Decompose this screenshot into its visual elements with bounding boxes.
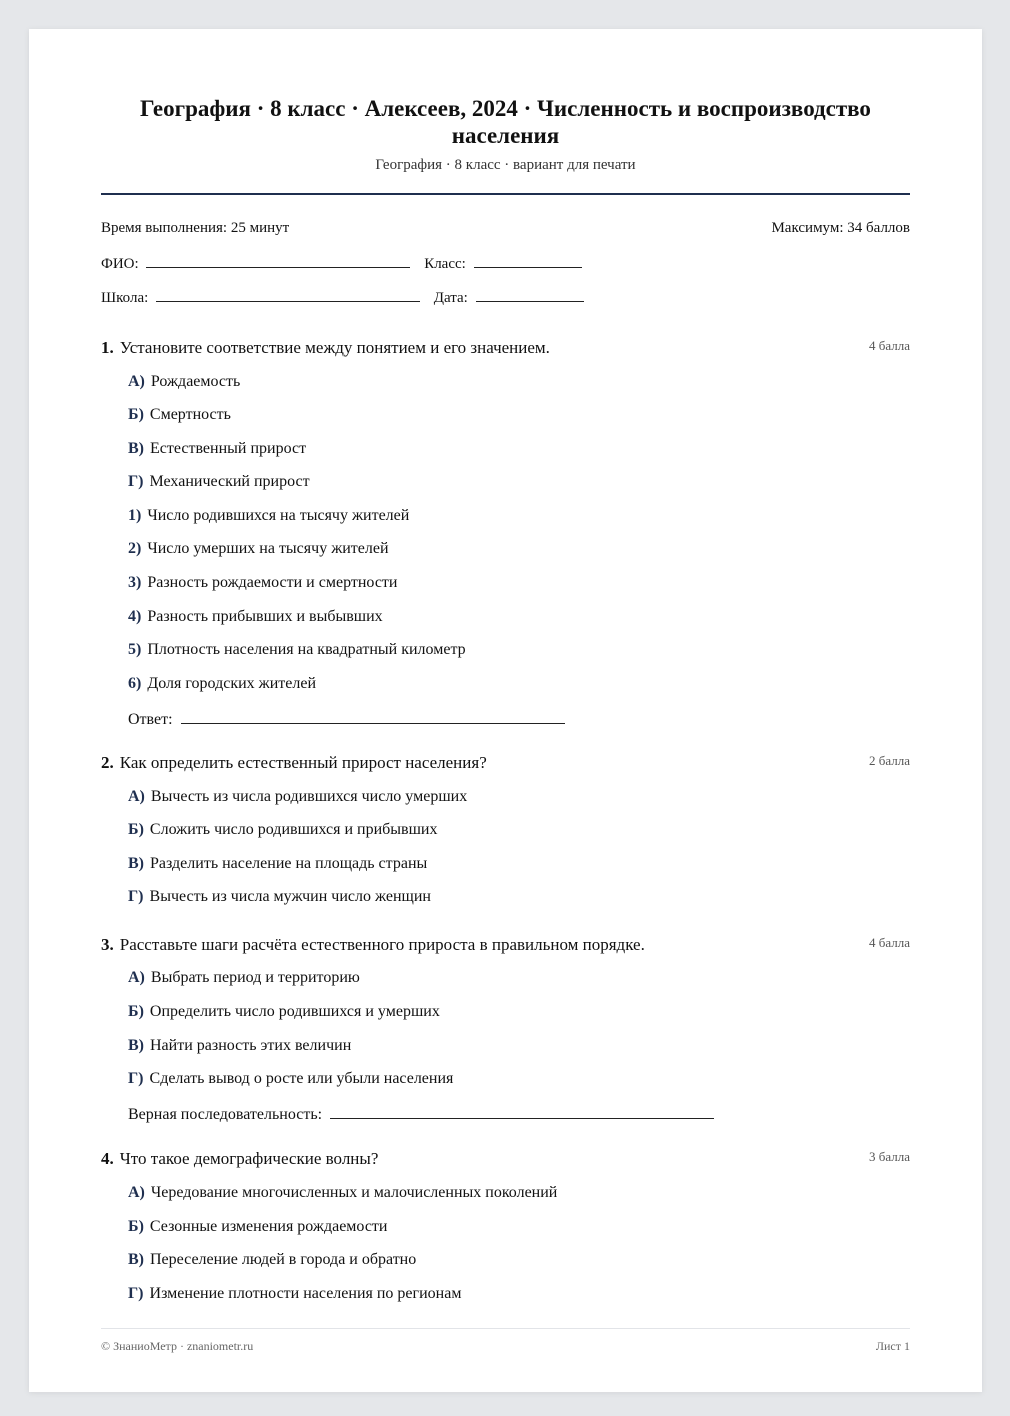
option-label: 4) (128, 608, 142, 625)
question-header (101, 753, 910, 773)
question-number: 2. (101, 753, 114, 772)
option-text: Выбрать период и территорию (150, 969, 360, 986)
option-text: Разность прибывших и выбывших (147, 608, 383, 625)
option-text: Число умерших на тысячу жителей (147, 540, 389, 557)
question-text: Установите соответствие между понятием и его значением. (119, 338, 550, 357)
option-text: Определить число родившихся и умерших (149, 1003, 440, 1020)
question-1 (101, 338, 910, 728)
date-label: Дата: (433, 290, 468, 306)
option (128, 373, 240, 391)
question-text: Расставьте шаги расчёта естественного прироста в правильном порядке. (119, 935, 645, 954)
option-label: Б) (128, 406, 144, 423)
option-text: Смертность (149, 406, 231, 423)
answer-field[interactable] (330, 1104, 714, 1119)
class-field[interactable] (474, 253, 582, 268)
option (128, 855, 427, 873)
answer-row (128, 709, 565, 729)
option-text: Вычесть из числа мужчин число женщин (149, 888, 431, 905)
question-4 (101, 1149, 910, 1302)
option (128, 1218, 387, 1236)
school-field[interactable] (156, 287, 420, 302)
option (128, 1003, 440, 1021)
option-text: Вычесть из числа родившихся число умерших (150, 788, 468, 805)
question-points: 4 балла (869, 338, 910, 353)
answer-field[interactable] (181, 709, 565, 724)
max-score: Максимум: 34 баллов (771, 220, 910, 236)
question-points: 2 балла (869, 753, 910, 768)
school-date-row (101, 287, 910, 307)
question-points: 3 балла (869, 1149, 910, 1164)
option (128, 1037, 351, 1055)
option (128, 1285, 461, 1303)
answer-row (128, 1104, 714, 1124)
question-header (101, 935, 910, 955)
option-text: Переселение людей в города и обратно (150, 1251, 417, 1268)
option-text: Плотность населения на квадратный километр (147, 641, 466, 658)
question-text: Как определить естественный прирост населения? (119, 753, 487, 772)
option-text: Сложить число родившихся и прибывших (149, 821, 438, 838)
option (128, 821, 437, 839)
option (128, 1070, 453, 1088)
option-text: Доля городских жителей (147, 675, 317, 692)
header-divider (101, 193, 910, 195)
question-number: 1. (101, 338, 114, 357)
option (128, 406, 231, 424)
option-label: 3) (128, 574, 142, 591)
option-label: В) (128, 855, 144, 872)
question-number: 3. (101, 935, 114, 954)
option-text: Естественный прирост (150, 440, 307, 457)
option (128, 507, 409, 525)
footer-copyright: © ЗнаниоМетр · znaniometr.ru (101, 1339, 254, 1353)
question-2 (101, 753, 910, 905)
option-text: Механический прирост (149, 473, 310, 490)
question-points: 4 балла (869, 935, 910, 950)
option-label: Б) (128, 1003, 144, 1020)
option-label: А) (128, 969, 145, 986)
option (128, 440, 306, 458)
option-text: Разность рождаемости и смертности (147, 574, 398, 591)
option-label: 1) (128, 507, 142, 524)
option-text: Изменение плотности населения по регионам (149, 1285, 462, 1302)
worksheet-page (29, 29, 982, 1392)
question-number: 4. (101, 1149, 114, 1168)
option-text: Сезонные изменения рождаемости (149, 1218, 388, 1235)
footer-divider (101, 1328, 910, 1329)
option-text: Найти разность этих величин (150, 1037, 352, 1054)
question-header (101, 338, 910, 358)
question-text: Что такое демографические волны? (119, 1149, 379, 1168)
option-label: 5) (128, 641, 142, 658)
option-text: Сделать вывод о росте или убыли населения (149, 1070, 454, 1087)
page-subtitle: География · 8 класс · вариант для печати (375, 157, 636, 173)
school-label: Школа: (101, 290, 149, 306)
option-label: В) (128, 1251, 144, 1268)
option-text: Рождаемость (150, 373, 241, 390)
class-label: Класс: (424, 256, 466, 272)
date-field[interactable] (476, 287, 584, 302)
option-label: Б) (128, 1218, 144, 1235)
name-class-row (101, 253, 910, 273)
option (128, 1251, 416, 1269)
option-text: Число родившихся на тысячу жителей (147, 507, 410, 524)
option (128, 641, 466, 659)
fio-field[interactable] (146, 253, 410, 268)
option (128, 1184, 557, 1202)
option-text: Чередование многочисленных и малочисленных поколений (150, 1184, 558, 1201)
option (128, 473, 310, 491)
option-label: А) (128, 788, 145, 805)
option (128, 574, 397, 592)
option (128, 969, 360, 987)
time-limit: Время выполнения: 25 минут (101, 220, 290, 236)
answer-label: Ответ: (128, 711, 173, 728)
option (128, 788, 467, 806)
page-number: Лист 1 (875, 1339, 910, 1353)
option-label: А) (128, 373, 145, 390)
option-label: 2) (128, 540, 142, 557)
option (128, 888, 431, 906)
page-footer (101, 1339, 910, 1354)
question-3 (101, 935, 910, 1123)
option-label: Г) (128, 1070, 144, 1087)
answer-label: Верная последовательность: (128, 1106, 323, 1123)
option-label: А) (128, 1184, 145, 1201)
option-text: Разделить население на площадь страны (150, 855, 428, 872)
option-label: Б) (128, 821, 144, 838)
page-title: География · 8 класс · Алексеев, 2024 · Численность и воспроизводство населения (140, 96, 871, 148)
option-label: Г) (128, 888, 144, 905)
option-label: В) (128, 440, 144, 457)
time-row (101, 220, 910, 237)
option (128, 608, 383, 626)
question-header (101, 1149, 910, 1169)
option (128, 540, 389, 558)
option (128, 675, 316, 693)
option-label: В) (128, 1037, 144, 1054)
option-label: Г) (128, 473, 144, 490)
option-label: 6) (128, 675, 142, 692)
option-label: Г) (128, 1285, 144, 1302)
fio-label: ФИО: (101, 256, 139, 272)
